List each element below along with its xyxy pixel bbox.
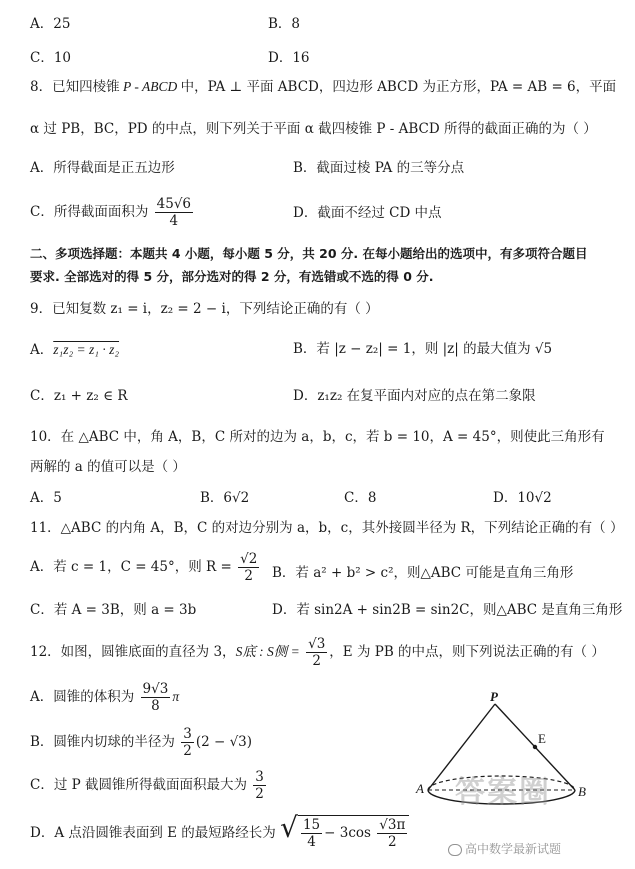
q8-option-d: D．截面不经过 CD 中点 (293, 205, 442, 221)
label-a: A (416, 781, 424, 796)
q8-option-c-denominator: 4 (169, 213, 179, 230)
q12-option-c-fraction (253, 770, 266, 801)
q11-option-a (30, 552, 261, 583)
q12-option-d-denominator-1: 4 (307, 834, 316, 850)
q12-option-c-numerator: 3 (255, 769, 264, 785)
q11-option-d: D．若 sin2A + sin2B = sin2C，则△ABC 是直角三角形 (272, 602, 623, 618)
q8-option-b: B．截面过棱 PA 的三等分点 (293, 160, 465, 176)
label-p: P (490, 690, 498, 704)
q8-stem-rest: 中，PA ⊥ 平面 ABCD，四边形 ABCD 为正方形，PA = AB = 6，平面 (180, 79, 617, 95)
q7-option-c: C．10 (30, 50, 72, 66)
q11-option-a-fraction (238, 552, 259, 583)
watermark-logo: 答案圈 (455, 775, 551, 810)
q11-option-a-numerator: √2 (240, 551, 258, 567)
q12-option-d-fraction-1 (301, 818, 322, 849)
q9-option-b: B．若 |z − z₂| = 1，则 |z| 的最大值为 √5 (293, 341, 553, 357)
q12-option-c-label: C．过 P 截圆锥所得截面面积最大为 (30, 777, 247, 794)
q8-option-c-fraction (155, 197, 193, 228)
q12-stem-fraction (306, 637, 327, 668)
q12-option-c (30, 770, 268, 801)
q12-option-d-denominator-2: 2 (387, 834, 397, 850)
q7-option-a: A．25 (30, 16, 71, 32)
q12-option-b-denominator: 2 (183, 743, 192, 760)
q12-option-b-label: B．圆锥内切球的半径为 (30, 734, 175, 751)
q11-option-a-label: A．若 c = 1，C = 45°，则 R = (30, 559, 232, 576)
q10-option-a: A．5 (30, 490, 62, 506)
q11-option-c: C．若 A = 3B，则 a = 3b (30, 602, 197, 618)
q12-option-a-label: A．圆锥的体积为 (30, 689, 135, 706)
q8-stem-line2: α 过 PB，BC，PD 的中点，则下列关于平面 α 截四棱锥 P - ABCD 所得的截面正确的为（ ） (30, 121, 597, 137)
q12-stem-suffix: ，E 为 PB 的中点，则下列说法正确的有（ ） (329, 644, 605, 661)
q12-option-d-radicand (298, 815, 409, 849)
radical-sign: √ (280, 811, 298, 844)
cone-figure (410, 690, 610, 840)
q10-stem-line1: 10．在 △ABC 中，角 A，B，C 所对的边为 a，b，c，若 b = 10，A = 45°，则使此三角形有 (30, 429, 605, 445)
q12-option-c-denominator: 2 (255, 786, 264, 803)
q10-stem-line2: 两解的 a 的值可以是（ ） (30, 459, 186, 475)
q12-stem-ratio: S底 : S侧 = (235, 644, 300, 660)
q7-option-b: B．8 (268, 16, 301, 32)
q12-option-b (30, 727, 252, 758)
q9-option-a-label: A． (30, 342, 54, 358)
q12-option-b-numerator: 3 (183, 726, 192, 742)
label-b: B (578, 784, 586, 799)
q9-option-c: C．z₁ + z₂ ∈ R (30, 388, 128, 404)
q12-stem-numerator: √3 (308, 636, 326, 652)
q12-option-b-fraction (181, 727, 194, 758)
q12-option-a-denominator: 8 (151, 698, 160, 715)
q11-stem: 11．△ABC 的内角 A，B，C 的对边分别为 a，b，c，其外接圆半径为 R，下列结论正确的有（ ） (30, 520, 624, 536)
watermark-caption (448, 843, 561, 856)
q12-option-a-numerator: 9√3 (142, 681, 169, 697)
q12-option-b-suffix: (2 − √3) (195, 734, 253, 751)
q11-option-b: B．若 a² + b² > c²，则△ABC 可能是直角三角形 (272, 565, 574, 581)
q9-option-d: D．z₁z₂ 在复平面内对应的点在第二象限 (293, 388, 536, 404)
q8-option-c-numerator: 45√6 (156, 196, 192, 212)
q12-option-d-numerator-1: 15 (302, 816, 321, 833)
q12-option-a-fraction (141, 682, 171, 713)
q10-option-d: D．10√2 (493, 490, 552, 506)
q8-stem-line1 (30, 80, 616, 95)
q9-stem: 9．已知复数 z₁ = i，z₂ = 2 − i，下列结论正确的有（ ） (30, 301, 379, 317)
q8-option-c (30, 197, 195, 228)
q12-option-d-label: D．A 点沿圆锥表面到 E 的最短路经长为 (30, 825, 276, 841)
section-2-heading-line1: 二、多项选择题：本题共 4 小题，每小题 5 分，共 20 分. 在每小题给出的选项中，有多项符合题目 (30, 246, 588, 261)
section-2-heading-line2: 要求. 全部选对的得 5 分，部分选对的得 2 分，有选错或不选的得 0 分. (30, 269, 434, 284)
q12-stem (30, 637, 605, 668)
q12-option-d-middle: − 3cos (324, 825, 371, 841)
q8-option-c-label: C．所得截面面积为 (30, 204, 149, 221)
q10-option-b: B．6√2 (200, 490, 250, 506)
q12-option-d-fraction-2 (377, 818, 407, 849)
wechat-icon (448, 844, 462, 856)
watermark-caption-text: 高中数学最新试题 (465, 842, 562, 856)
q9-option-a-math: z₁z₂ = z₁ · z₂ (53, 342, 120, 357)
q11-option-a-denominator: 2 (244, 568, 253, 585)
q8-pyramid-name: P - ABCD (119, 79, 181, 94)
q12-option-a (30, 682, 179, 713)
q12-stem-denominator: 2 (312, 653, 321, 670)
q12-option-d (30, 811, 409, 850)
q12-stem-prefix: 12．如图，圆锥底面的直径为 3， (30, 644, 236, 661)
q12-option-d-numerator-2: √3π (379, 816, 406, 833)
point-e (533, 745, 537, 749)
q9-option-a (30, 343, 119, 358)
label-e: E (538, 731, 546, 746)
q7-option-d: D．16 (268, 50, 310, 66)
q8-option-a: A．所得截面是正五边形 (30, 160, 175, 176)
q8-stem-prefix: 8．已知四棱锥 (30, 79, 120, 95)
q12-option-a-suffix: π (172, 689, 180, 705)
q10-option-c: C．8 (344, 490, 377, 506)
